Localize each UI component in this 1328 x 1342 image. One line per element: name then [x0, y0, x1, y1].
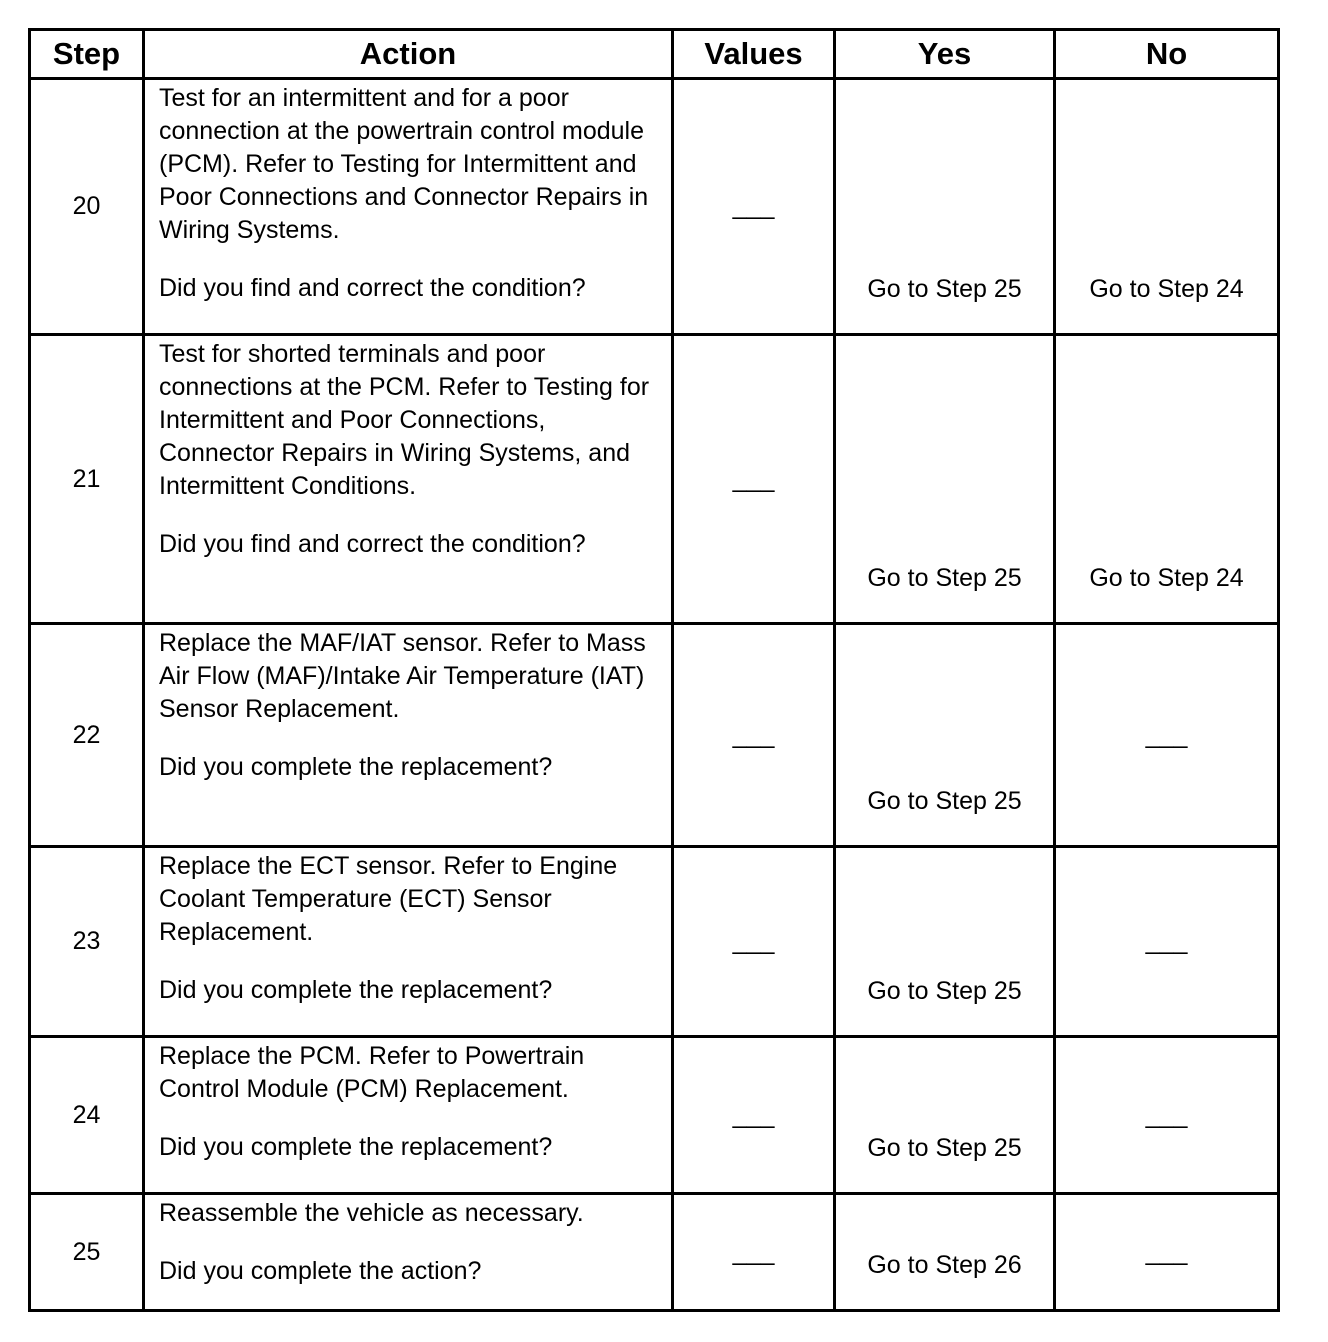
table-row [30, 335, 1279, 624]
action-cell [144, 1037, 673, 1194]
no-cell: Go to Step 24 [1055, 335, 1279, 624]
step-number: 23 [30, 847, 144, 1037]
values-cell: ___ [673, 847, 835, 1037]
yes-cell: Go to Step 25 [835, 79, 1055, 335]
yes-cell: Go to Step 25 [835, 335, 1055, 624]
table-row [30, 847, 1279, 1037]
action-text: Replace the ECT sensor. Refer to Engine Coolant Temperature (ECT) Sensor Replacement. [159, 852, 618, 946]
step-number: 22 [30, 624, 144, 847]
action-text: Test for an intermittent and for a poor connection at the powertrain control module (PCM). Refer to Testing for Intermittent and Poor Connections and Connector Repairs in Wiring Systems. [159, 84, 649, 244]
step-number: 21 [30, 335, 144, 624]
action-question: Did you complete the replacement? [159, 1133, 553, 1161]
no-cell: ___ [1055, 1037, 1279, 1194]
action-text: Reassemble the vehicle as necessary. [159, 1199, 584, 1227]
table-header-row [30, 30, 1279, 79]
values-cell: ___ [673, 1037, 835, 1194]
no-cell: ___ [1055, 1194, 1279, 1311]
action-cell [144, 847, 673, 1037]
yes-cell: Go to Step 26 [835, 1194, 1055, 1311]
no-cell: Go to Step 24 [1055, 79, 1279, 335]
action-question: Did you complete the replacement? [159, 976, 553, 1004]
values-cell: ___ [673, 79, 835, 335]
header-no: No [1055, 30, 1279, 79]
table-row [30, 624, 1279, 847]
action-cell [144, 624, 673, 847]
header-step: Step [30, 30, 144, 79]
action-cell [144, 1194, 673, 1311]
yes-cell: Go to Step 25 [835, 624, 1055, 847]
step-number: 20 [30, 79, 144, 335]
action-cell [144, 335, 673, 624]
action-text: Replace the MAF/IAT sensor. Refer to Mass Air Flow (MAF)/Intake Air Temperature (IAT) Sensor Replacement. [159, 629, 646, 723]
header-values: Values [673, 30, 835, 79]
yes-cell: Go to Step 25 [835, 1037, 1055, 1194]
action-text: Replace the PCM. Refer to Powertrain Control Module (PCM) Replacement. [159, 1042, 585, 1103]
table-row [30, 79, 1279, 335]
action-question: Did you complete the replacement? [159, 753, 553, 781]
action-text: Test for shorted terminals and poor connections at the PCM. Refer to Testing for Intermittent and Poor Connections, Connector Repairs in Wiring Systems, and Intermittent Conditions. [159, 340, 650, 500]
diagnostic-steps-table [28, 28, 1280, 1312]
header-yes: Yes [835, 30, 1055, 79]
table-row [30, 1194, 1279, 1311]
action-question: Did you find and correct the condition? [159, 530, 586, 558]
no-cell: ___ [1055, 847, 1279, 1037]
step-number: 25 [30, 1194, 144, 1311]
values-cell: ___ [673, 624, 835, 847]
action-cell [144, 79, 673, 335]
no-cell: ___ [1055, 624, 1279, 847]
yes-cell: Go to Step 25 [835, 847, 1055, 1037]
action-question: Did you find and correct the condition? [159, 274, 586, 302]
values-cell: ___ [673, 335, 835, 624]
step-number: 24 [30, 1037, 144, 1194]
values-cell: ___ [673, 1194, 835, 1311]
header-action: Action [144, 30, 673, 79]
action-question: Did you complete the action? [159, 1257, 482, 1285]
table-row [30, 1037, 1279, 1194]
